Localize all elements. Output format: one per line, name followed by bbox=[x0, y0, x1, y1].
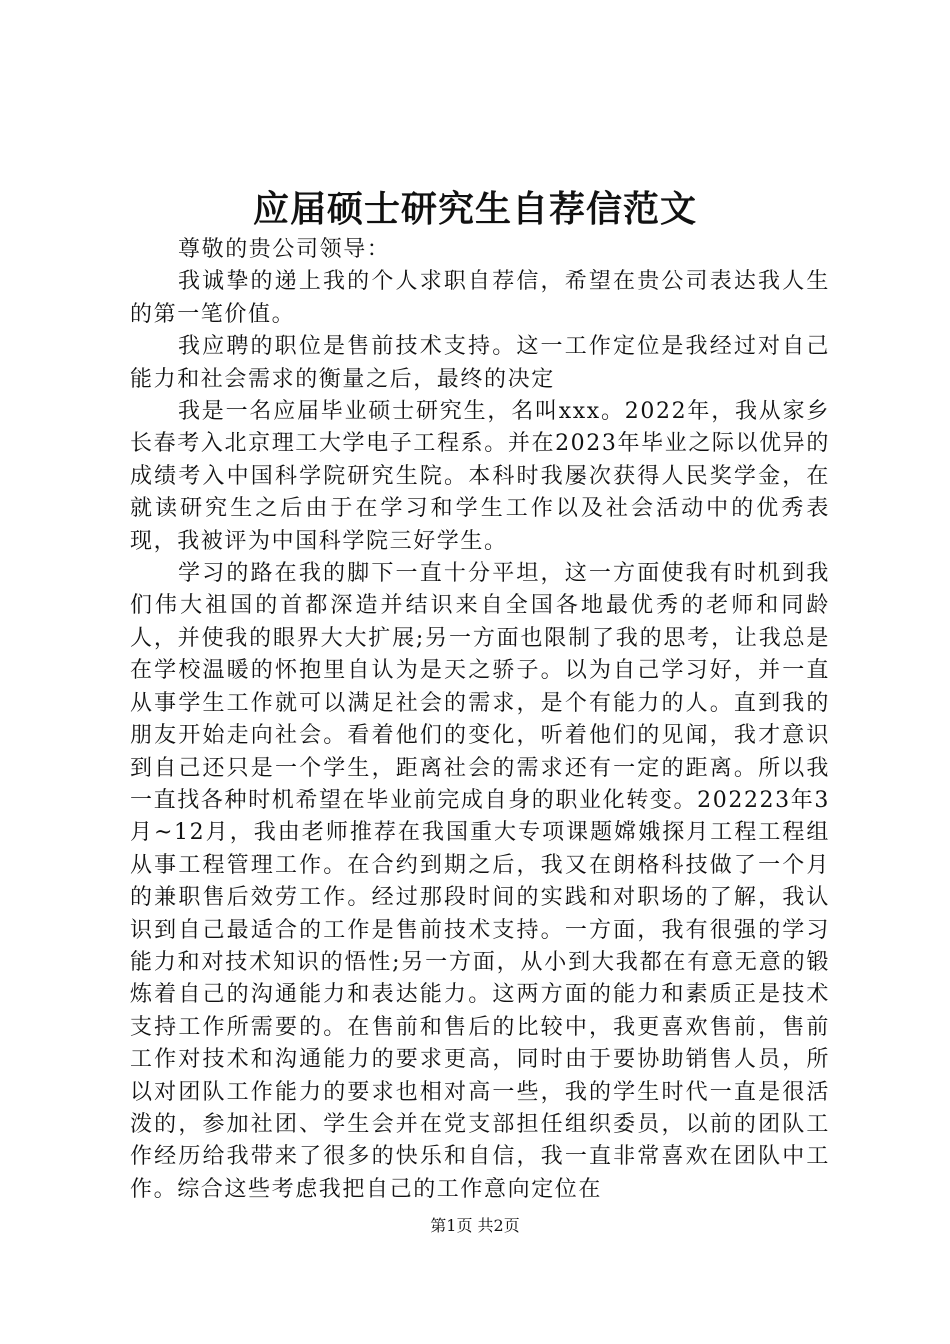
paragraph-experience: 学习的路在我的脚下一直十分平坦，这一方面使我有时机到我们伟大祖国的首都深造并结识来自全国各地最优秀的老师和同龄人，并使我的眼界大大扩展;另一方面也限制了我的思考，让我总是在学校温暖的怀抱里自认为是天之骄子。以为自己学习好，并一直从事学生工作就可以满足社会的需求，是个有能力的人。直到我的朋友开始走向社会。看着他们的变化，听着他们的见闻，我才意识到自己还只是一个学生，距离社会的需求还有一定的距离。所以我一直找各种时机希望在毕业前完成自身的职业化转变。202223年3月~12月，我由老师推荐在我国重大专项课题嫦娥探月工程工程组从事工程管理工作。在合约到期之后，我又在朗格科技做了一个月的兼职售后效劳工作。经过那段时间的实践和对职场的了解，我认识到自己最适合的工作是售前技术支持。一方面，我有很强的学习能力和对技术知识的悟性;另一方面，从小到大我都在有意无意的锻炼着自己的沟通能力和表达能力。这两方面的能力和素质正是技术支持工作所需要的。在售前和售后的比较中，我更喜欢售前，售前工作对技术和沟通能力的要求更高，同时由于要协助销售人员，所以对团队工作能力的要求也相对高一些，我的学生时代一直是很活泼的，参加社团、学生会并在党支部担任组织委员，以前的团队工作经历给我带来了很多的快乐和自信，我一直非常喜欢在团队中工作。综合这些考虑我把自己的工作意向定位在 bbox=[130, 561, 830, 1202]
paragraph-intro: 我诚挚的递上我的个人求职自荐信，希望在贵公司表达我人生的第一笔价值。 bbox=[130, 269, 830, 327]
document-title: 应届硕士研究生自荐信范文 bbox=[252, 188, 697, 230]
page-number-footer: 第1页 共2页 bbox=[430, 1216, 520, 1235]
paragraph-position: 我应聘的职位是售前技术支持。这一工作定位是我经过对自己能力和社会需求的衡量之后，最终的决定 bbox=[130, 334, 830, 392]
paragraph-education: 我是一名应届毕业硕士研究生，名叫xxx。2022年，我从家乡长春考入北京理工大学电子工程系。并在2023年毕业之际以优异的成绩考入中国科学院研究生院。本科时我屡次获得人民奖学金，在就读研究生之后由于在学习和学生工作以及社会活动中的优秀表现，我被评为中国科学院三好学生。 bbox=[130, 399, 830, 554]
salutation: 尊敬的贵公司领导： bbox=[178, 237, 391, 262]
document-body bbox=[130, 234, 830, 1202]
